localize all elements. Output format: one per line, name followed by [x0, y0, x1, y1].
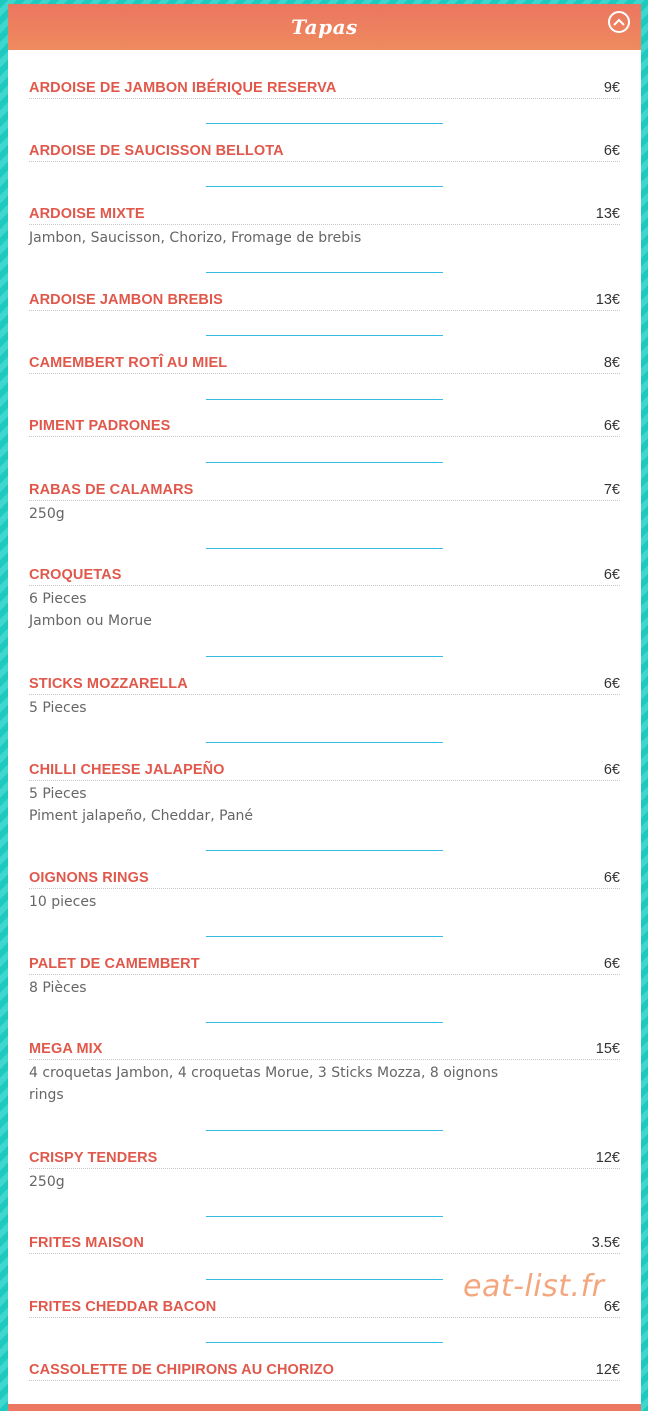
menu-item — [29, 202, 620, 249]
menu-item-row — [29, 139, 620, 162]
menu-item — [29, 288, 620, 311]
item-separator — [206, 548, 443, 549]
menu-item-row — [29, 202, 620, 225]
footer-bar — [8, 1404, 641, 1411]
menu-item-price: 13€ — [595, 206, 620, 222]
item-separator — [206, 399, 443, 400]
item-separator — [206, 186, 443, 187]
menu-item-description — [29, 503, 499, 525]
menu-item-name: MEGA MIX — [29, 1041, 103, 1057]
menu-item — [29, 866, 620, 913]
menu-item — [29, 1037, 620, 1106]
menu-item-row — [29, 1231, 620, 1254]
menu-item-price: 7€ — [603, 482, 620, 498]
item-separator — [206, 335, 443, 336]
menu-item-price: 12€ — [595, 1150, 620, 1166]
menu-item-name: ARDOISE DE SAUCISSON BELLOTA — [29, 143, 284, 159]
menu-item-name: RABAS DE CALAMARS — [29, 482, 194, 498]
menu-item — [29, 478, 620, 525]
menu-item-row — [29, 672, 620, 695]
menu-item-description — [29, 1171, 499, 1193]
menu-item-row — [29, 76, 620, 99]
item-separator — [206, 742, 443, 743]
menu-item — [29, 1358, 620, 1381]
menu-item — [29, 563, 620, 632]
menu-item-name: PALET DE CAMEMBERT — [29, 956, 200, 972]
menu-item-description — [29, 588, 499, 632]
menu-item-row — [29, 1358, 620, 1381]
menu-item-description-line: Piment jalapeño, Cheddar, Pané — [29, 808, 254, 824]
menu-item-row — [29, 758, 620, 781]
menu-item-row — [29, 866, 620, 889]
item-separator — [206, 1022, 443, 1023]
menu-item-name: CAMEMBERT ROTÎ AU MIEL — [29, 355, 228, 371]
menu-item-price: 6€ — [603, 567, 620, 583]
menu-item-description — [29, 783, 499, 827]
menu-item — [29, 351, 620, 374]
menu-item-name: CASSOLETTE DE CHIPIRONS AU CHORIZO — [29, 1362, 334, 1378]
menu-item-price: 6€ — [603, 143, 620, 159]
menu-item-name: OIGNONS RINGS — [29, 870, 149, 886]
menu-item-description-line: 6 Pieces — [29, 591, 87, 607]
menu-item-description-line: 5 Pieces — [29, 786, 87, 802]
menu-item-description-line: Jambon, Saucisson, Chorizo, Fromage de brebis — [29, 230, 362, 246]
menu-item-row — [29, 1146, 620, 1169]
menu-item-name: STICKS MOZZARELLA — [29, 676, 188, 692]
menu-item — [29, 672, 620, 719]
item-separator — [206, 1216, 443, 1217]
item-separator — [206, 656, 443, 657]
menu-item-price: 12€ — [595, 1362, 620, 1378]
menu-item-description-line: 10 pieces — [29, 894, 97, 910]
menu-item-row — [29, 414, 620, 437]
menu-item-price: 13€ — [595, 292, 620, 308]
item-separator — [206, 850, 443, 851]
menu-item — [29, 952, 620, 999]
menu-item-row — [29, 478, 620, 501]
item-separator — [206, 123, 443, 124]
item-separator — [206, 462, 443, 463]
menu-item-row — [29, 288, 620, 311]
menu-item-price: 6€ — [603, 870, 620, 886]
menu-item-price: 6€ — [603, 676, 620, 692]
menu-item-price: 9€ — [603, 80, 620, 96]
menu-item-name: ARDOISE MIXTE — [29, 206, 145, 222]
menu-item-description-line: 4 croquetas Jambon, 4 croquetas Morue, 3 Sticks Mozza, 8 oignons rings — [29, 1065, 499, 1103]
menu-item-price: 8€ — [603, 355, 620, 371]
menu-item-price: 3.5€ — [591, 1235, 620, 1251]
watermark: eat-list.fr — [463, 1269, 605, 1304]
menu-item-row — [29, 1037, 620, 1060]
item-separator — [206, 1342, 443, 1343]
menu-item-name: PIMENT PADRONES — [29, 418, 171, 434]
menu-item-name: CHILLI CHEESE JALAPEÑO — [29, 762, 225, 778]
menu-item-price: 6€ — [603, 956, 620, 972]
menu-item-price: 15€ — [595, 1041, 620, 1057]
menu-item-description-line: 8 Pièces — [29, 980, 87, 996]
chevron-up-circle-icon[interactable] — [608, 11, 630, 33]
section-header[interactable] — [8, 4, 641, 50]
menu-item-name: FRITES CHEDDAR BACON — [29, 1299, 217, 1315]
menu-item-name: CRISPY TENDERS — [29, 1150, 158, 1166]
menu-item-description-line: 5 Pieces — [29, 700, 87, 716]
section-title: Tapas — [291, 15, 358, 39]
menu-item-row — [29, 563, 620, 586]
menu-item-name: ARDOISE JAMBON BREBIS — [29, 292, 223, 308]
menu-item — [29, 76, 620, 99]
menu-item-description-line: 250g — [29, 1174, 65, 1190]
menu-item-description — [29, 891, 499, 913]
menu-item-description-line: 250g — [29, 506, 65, 522]
menu-item-name: FRITES MAISON — [29, 1235, 144, 1251]
menu-item-row — [29, 351, 620, 374]
menu-item — [29, 758, 620, 827]
menu-item — [29, 414, 620, 437]
item-separator — [206, 272, 443, 273]
menu-item-price: 6€ — [603, 418, 620, 434]
menu-item-description — [29, 697, 499, 719]
item-separator — [206, 1279, 443, 1280]
menu-item — [29, 1146, 620, 1193]
item-separator — [206, 1130, 443, 1131]
menu-item-description-line: Jambon ou Morue — [29, 613, 152, 629]
menu-item-name: ARDOISE DE JAMBON IBÉRIQUE RESERVA — [29, 80, 337, 96]
menu-item — [29, 139, 620, 162]
menu-item-name: CROQUETAS — [29, 567, 122, 583]
menu-panel — [8, 4, 641, 1411]
menu-item — [29, 1231, 620, 1254]
menu-item-description — [29, 1062, 499, 1106]
item-separator — [206, 936, 443, 937]
menu-item-description — [29, 977, 499, 999]
menu-item-price: 6€ — [603, 1299, 620, 1315]
menu-item-description — [29, 227, 499, 249]
menu-item-price: 6€ — [603, 762, 620, 778]
menu-item-row — [29, 952, 620, 975]
